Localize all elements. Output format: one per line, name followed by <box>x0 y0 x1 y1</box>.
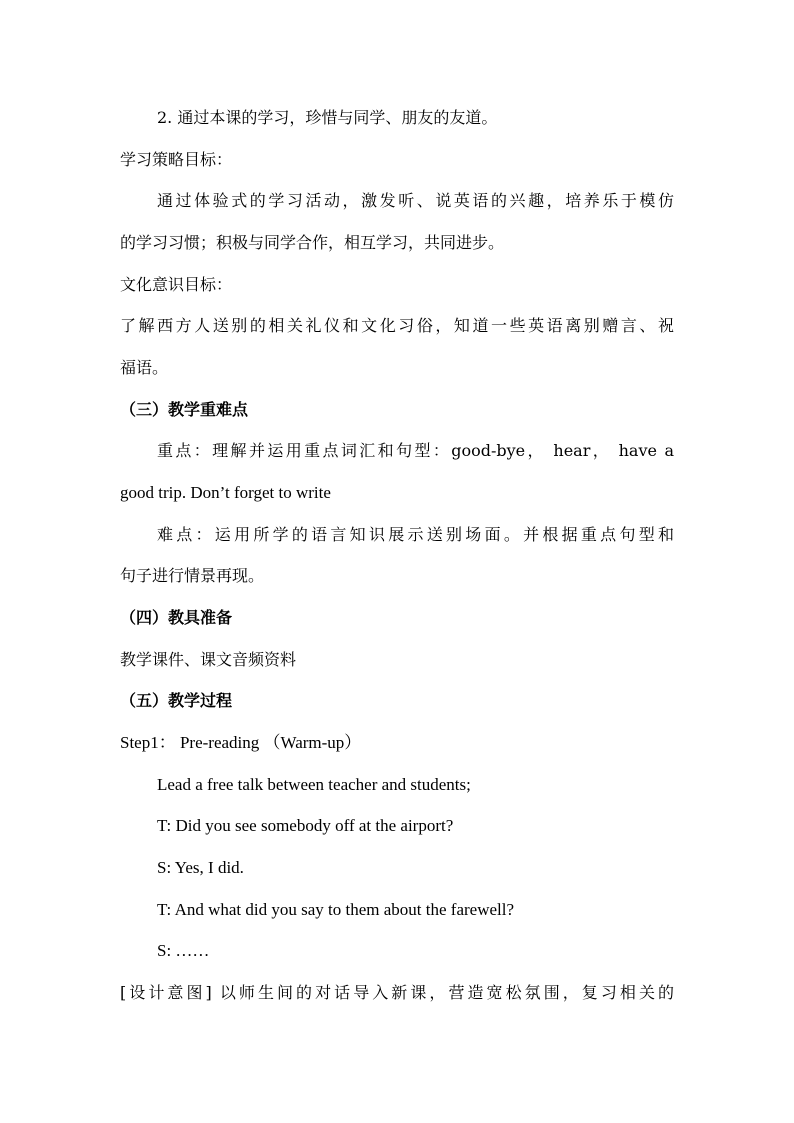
dialogue-student-line-1: S: Yes, I did. <box>157 858 244 877</box>
dialogue-teacher-line-1: T: Did you see somebody off at the airport? <box>157 816 454 835</box>
section-heading-key-points: （三）教学重难点 <box>120 400 249 419</box>
learning-strategy-heading: 学习策略目标： <box>120 150 233 169</box>
cultural-awareness-heading: 文化意识目标： <box>120 275 233 294</box>
dialogue-teacher-line-2: T: And what did you say to them about the farewell? <box>157 900 515 919</box>
step1-instruction: Lead a free talk between teacher and students; <box>157 775 471 794</box>
key-points-line-1: 重点：理解并运用重点词汇和句型：good-bye， hear， have a <box>157 441 674 460</box>
key-points-line-2: good trip. Don’t forget to write <box>120 483 331 502</box>
difficult-points-line-1: 难点：运用所学的语言知识展示送别场面。并根据重点句型和 <box>157 525 674 544</box>
cultural-paragraph-line-2: 福语。 <box>120 358 169 377</box>
section-heading-teaching-aids: （四）教具准备 <box>120 608 233 627</box>
dialogue-student-line-2: S: …… <box>157 941 210 960</box>
difficult-points-line-2: 句子进行情景再现。 <box>120 566 265 585</box>
section-heading-teaching-process: （五）教学过程 <box>120 691 233 710</box>
strategy-paragraph-line-1: 通过体验式的学习活动，激发听、说英语的兴趣，培养乐于模仿 <box>157 191 674 210</box>
design-intent-text: [设计意图] 以师生间的对话导入新课，营造宽松氛围，复习相关的 <box>120 983 674 1002</box>
goal-item-2: 2. 通过本课的学习，珍惜与同学、朋友的友道。 <box>157 108 498 127</box>
cultural-paragraph-line-1: 了解西方人送别的相关礼仪和文化习俗，知道一些英语离别赠言、祝 <box>120 316 674 335</box>
strategy-paragraph-line-2: 的学习习惯；积极与同学合作，相互学习，共同进步。 <box>120 233 505 252</box>
step1-heading: Step1： Pre-reading （Warm-up） <box>120 733 362 752</box>
teaching-aids-text: 教学课件、课文音频资料 <box>120 650 297 669</box>
